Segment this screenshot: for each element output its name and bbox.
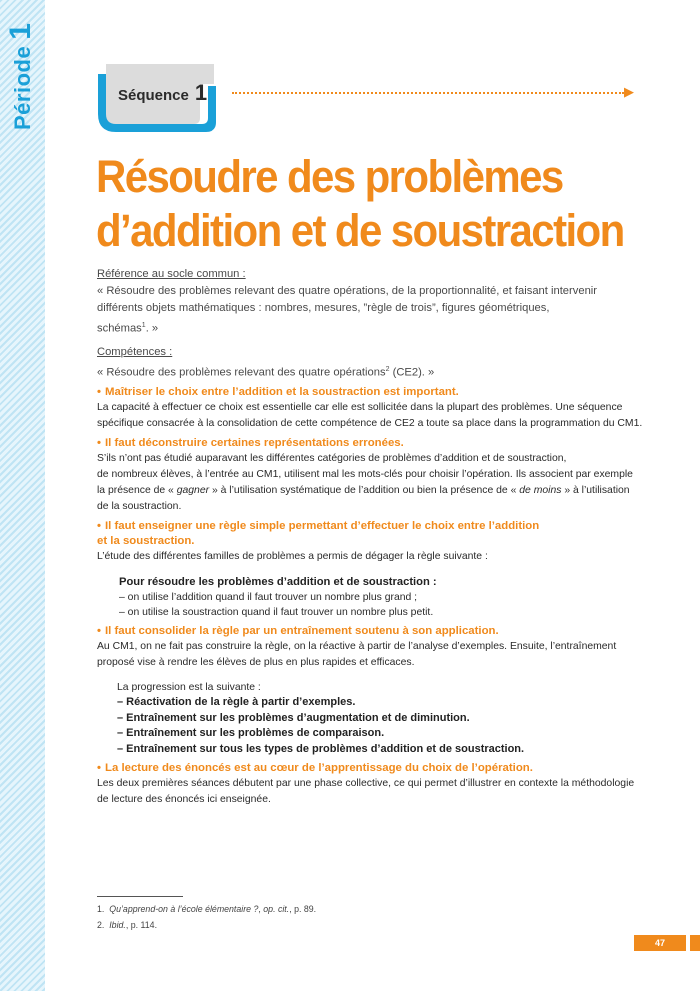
page-number: 47 [654, 938, 665, 948]
competences-text [97, 361, 657, 382]
paragraph-line: de lecture des énoncés ici enseignée. [97, 794, 271, 805]
footnote-2-number: 2. [97, 920, 105, 930]
period-label [4, 23, 38, 130]
progression-item: – Entraînement sur tous les types de problèmes d’addition et de soustraction. [117, 742, 525, 755]
paragraph-line: Au CM1, on ne fait pas construire la règle, on la réactive à partir de l’analyse d’exemples. Ensuite, l’entraînement [97, 641, 617, 652]
paragraph-line: spécifique consacrée à la consolidation de cette compétence de CE2 a toute sa place dans la programmation du CM1. [97, 418, 643, 429]
socle-text-line-3 [97, 317, 657, 338]
rule-lead: Pour résoudre les problèmes d’addition et de soustraction : [119, 576, 437, 588]
paragraph-line: Les deux premières séances débutent par une phase collective, ce qui permet d’illustrer en contexte la méthodologie [97, 778, 635, 789]
dotted-leader-line [232, 92, 624, 94]
footnote-ref-1: 1 [141, 322, 146, 329]
arrow-right-icon: ▶ [624, 84, 634, 99]
footnote-1-page: , p. 89. [289, 904, 317, 914]
footnote-2 [97, 917, 316, 933]
socle-text-line-2: différents objets mathématiques : nombres, mesures, ”règle de trois”, figures géométriques, [97, 302, 550, 314]
paragraph-line [97, 483, 657, 499]
progression-list [117, 680, 657, 757]
rule-item: – on utilise la soustraction quand il faut trouver un nombre plus petit. [119, 607, 434, 618]
section-heading-continued: et la soustraction. [97, 535, 195, 547]
competences-text-main: « Résoudre des problèmes relevant des quatre opérations [97, 366, 386, 379]
paragraph-line: La capacité à effectuer ce choix est essentielle car elle est sollicitée dans la plupart des problèmes. Une séquence [97, 402, 623, 413]
paragraph-line: proposé vise à rendre les élèves de plus en plus rapides et efficaces. [97, 657, 415, 668]
section-1-heading-text: Maîtriser le choix entre l’addition et la soustraction est important. [105, 386, 459, 398]
socle-label: Référence au socle commun : [97, 268, 246, 280]
page-title [96, 150, 656, 258]
section-5 [97, 761, 657, 808]
section-2-heading-text: Il faut déconstruire certaines représentations erronées. [105, 437, 404, 449]
text-span: la présence de « [97, 485, 177, 496]
title-line-2: d’addition et de soustraction [96, 205, 624, 256]
section-heading: • Il faut consolider la règle par un entraînement soutenu à son application. [97, 625, 499, 637]
section-3-heading-text: Il faut enseigner une règle simple permettant d’effectuer le choix entre l’addition [105, 520, 540, 532]
footnotes [97, 901, 316, 933]
section-5-heading-text: La lecture des énoncés est au cœur de l’apprentissage du choix de l’opération. [105, 762, 533, 774]
progression-item: – Entraînement sur les problèmes d’augmentation et de diminution. [117, 711, 470, 724]
socle-text-close: . » [145, 322, 159, 335]
rule-box [119, 574, 657, 620]
footnote-ref-2: 2 [385, 365, 390, 373]
text-span: » à l’utilisation [561, 485, 630, 496]
period-number: 1 [4, 23, 37, 40]
title-line-1: Résoudre des problèmes [96, 151, 563, 202]
socle-text-line-1: « Résoudre des problèmes relevant des quatre opérations, de la proportionnalité, et faisant intervenir [97, 285, 598, 297]
rule-item: – on utilise l’addition quand il faut trouver un nombre plus grand ; [119, 592, 418, 603]
footnote-2-page: , p. 114. [125, 920, 158, 930]
footnote-2-ibid: Ibid. [109, 920, 126, 930]
progression-intro: La progression est la suivante : [117, 682, 261, 693]
sequence-number: 1 [194, 80, 208, 105]
socle-text-end: schémas [97, 322, 142, 335]
period-word: Période [10, 45, 35, 130]
section-3 [97, 519, 657, 620]
paragraph-line: S’ils n’ont pas étudié auparavant les différentes catégories de problèmes d’addition et de soustraction, [97, 453, 567, 464]
paragraph-line: L’étude des différentes familles de problèmes a permis de dégager la règle suivante : [97, 551, 488, 562]
text-span: » à l’utilisation systématique de l’addition ou bien la présence de « [209, 485, 520, 496]
competences-text-end: (CE2). » [389, 366, 435, 379]
section-heading: • Maîtriser le choix entre l’addition et la soustraction est important. [97, 386, 459, 398]
italic-term-gagner: gagner [176, 485, 210, 496]
sequence-word: Séquence [118, 87, 189, 104]
section-4-heading-text: Il faut consolider la règle par un entraînement soutenu à son application. [105, 625, 499, 637]
italic-term-de-moins: de moins [519, 485, 562, 496]
content-sections [97, 385, 657, 812]
page-number-bar-end [690, 935, 700, 951]
section-4 [97, 624, 657, 757]
footnote-divider [97, 896, 183, 897]
footnote-1-title: Qu’apprend-on à l’école élémentaire ? [109, 904, 259, 914]
footnote-1-opcit: op. cit. [263, 904, 290, 914]
section-heading: • Il faut enseigner une règle simple permettant d’effectuer le choix entre l’addition [97, 520, 540, 532]
section-heading: • Il faut déconstruire certaines représentations erronées. [97, 437, 404, 449]
competences-label: Compétences : [97, 345, 173, 358]
sequence-label [118, 80, 207, 106]
side-stripe-band [0, 0, 45, 991]
progression-item: – Réactivation de la règle à partir d’exemples. [117, 696, 356, 708]
section-heading: • La lecture des énoncés est au cœur de l’apprentissage du choix de l’opération. [97, 762, 533, 774]
paragraph-line: de nombreux élèves, à l’entrée au CM1, utilisent mal les mots-clés pour choisir l’opération. Ils associent par exemple [97, 469, 633, 480]
footnote-1-number: 1. [97, 904, 105, 914]
reference-block [97, 266, 657, 381]
paragraph-line: de la soustraction. [97, 501, 182, 512]
footnote-1 [97, 901, 316, 917]
footnote-1-sep: , [258, 904, 264, 914]
section-2 [97, 436, 657, 515]
section-1 [97, 385, 657, 432]
progression-item: – Entraînement sur les problèmes de comparaison. [117, 727, 385, 739]
